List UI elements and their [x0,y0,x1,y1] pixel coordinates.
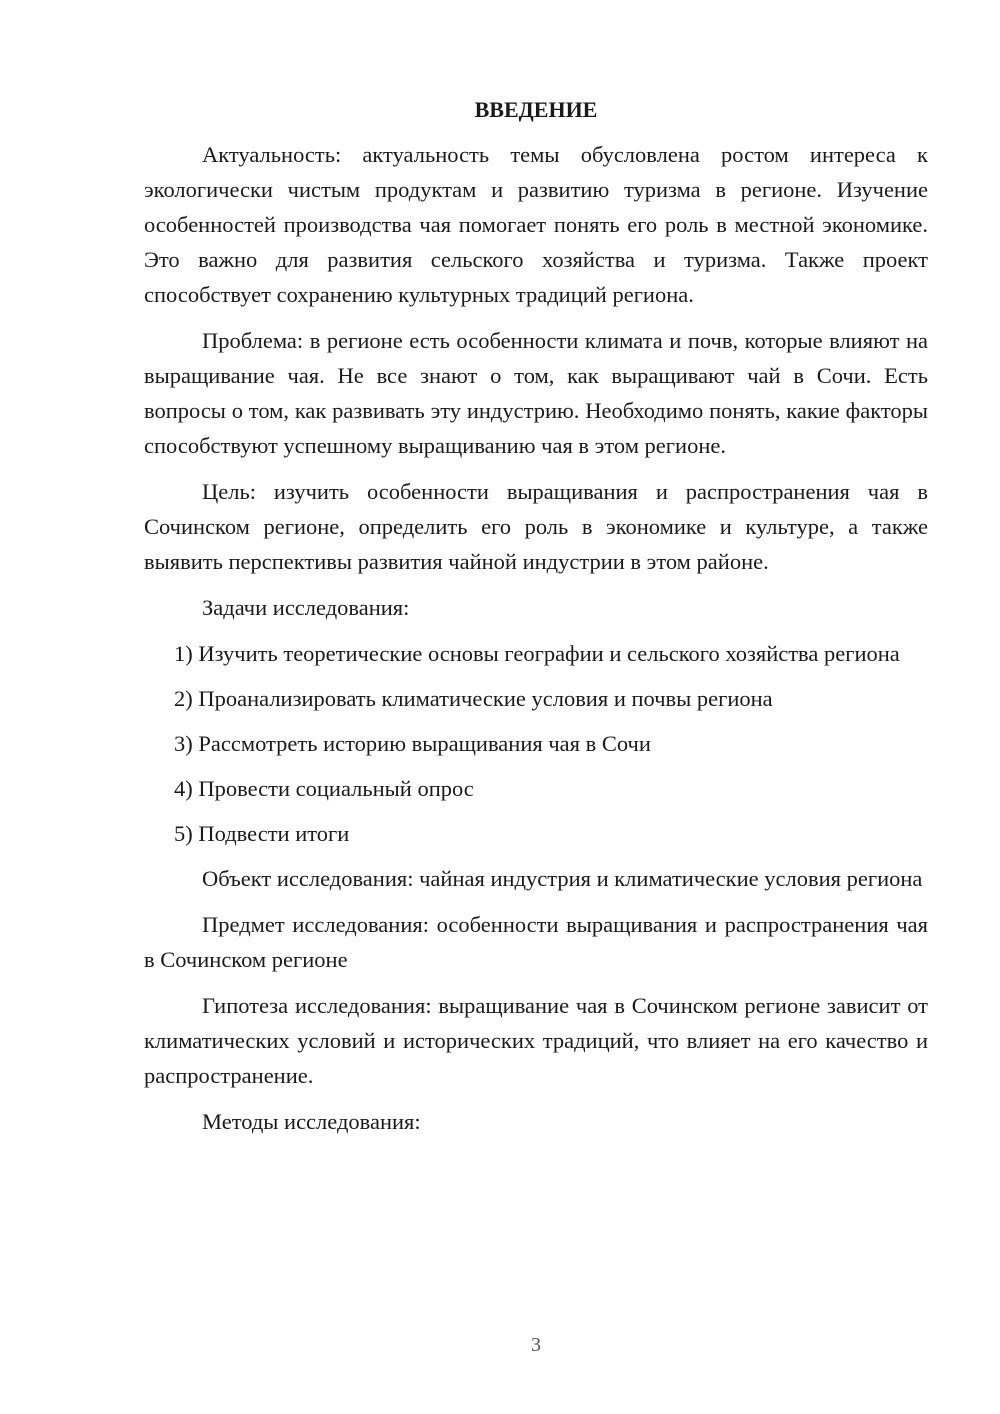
methods-paragraph: Методы исследования: [202,1109,421,1134]
task-item-5: 5) Подвести итоги [174,821,350,846]
subject-paragraph: Предмет исследования: особенности выращивания и распространения чая в Сочинском регионе [144,912,928,972]
goal-paragraph: Цель: изучить особенности выращивания и распространения чая в Сочинском регионе, определить его роль в экономике и культуре, а также выявить перспективы развития чайной индустрии в этом районе. [144,479,928,574]
task-item-3: 3) Рассмотреть историю выращивания чая в Сочи [174,731,651,756]
relevance-paragraph: Актуальность: актуальность темы обусловлена ростом интереса к экологически чистым продуктам и развитию туризма в регионе. Изучение особенностей производства чая помогает понять его роль в местной экономике. Это важно для развития сельского хозяйства и туризма. Также проект способствует сохранению культурных традиций региона. [144,142,928,307]
task-item-1: 1) Изучить теоретические основы географии и сельского хозяйства региона [174,641,900,666]
document-page [144,92,928,1139]
task-item-4: 4) Провести социальный опрос [174,776,474,801]
tasks-heading: Задачи исследования: [202,595,410,620]
task-item-2: 2) Проанализировать климатические условия и почвы региона [174,686,773,711]
problem-paragraph: Проблема: в регионе есть особенности климата и почв, которые влияют на выращивание чая. Не все знают о том, как выращивают чай в Сочи. Есть вопросы о том, как развивать эту индустрию. Необходимо понять, какие факторы способствуют успешному выращиванию чая в этом регионе. [144,328,928,458]
tasks-list [144,636,928,851]
hypothesis-paragraph: Гипотеза исследования: выращивание чая в Сочинском регионе зависит от климатических условий и исторических традиций, что влияет на его качество и распространение. [144,993,928,1088]
document-title: ВВЕДЕНИЕ [474,97,598,122]
object-paragraph: Объект исследования: чайная индустрия и климатические условия региона [202,866,923,891]
page-number: 3 [531,1334,541,1356]
